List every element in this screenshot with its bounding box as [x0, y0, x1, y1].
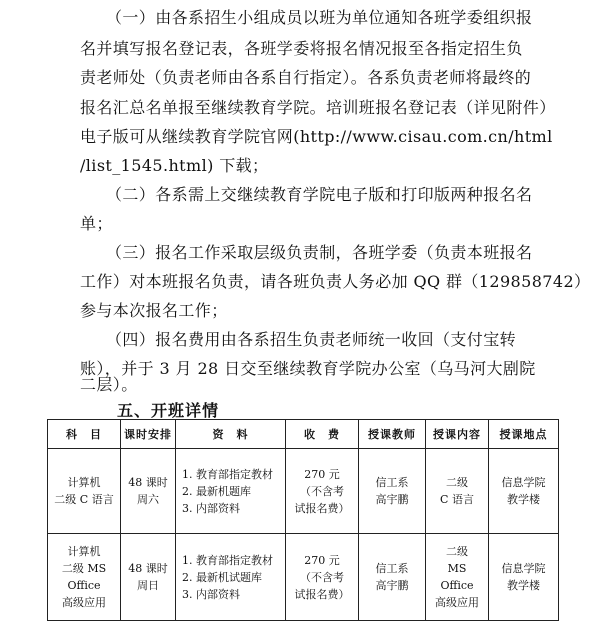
cell-text: 高级应用 [62, 596, 106, 609]
paragraph-line: /list_1545.html) 下载； [80, 156, 269, 175]
paragraph-line: 电子版可从继续教育学院官网(http://www.cisau.com.cn/html [80, 127, 553, 146]
paragraph-line: 工作）对本班报名负责，请各班负责人务必加 QQ 群（129858742） [80, 272, 591, 291]
cell-text: 计算机 [67, 545, 101, 558]
cell-location [489, 449, 559, 534]
cell-teacher [359, 449, 426, 534]
cell-text: 信息学院 [501, 562, 546, 575]
cell-text: C 语言 [440, 493, 474, 506]
cell-text: 信工系 [375, 562, 409, 575]
cell-text: 270 元 [304, 467, 340, 481]
cell-text: （不含考 [300, 484, 344, 498]
cell-text: 高宇鹏 [375, 579, 409, 592]
cell-text: 二级 [446, 476, 468, 489]
paragraph-line: （三）报名工作采取层级负责制，各班学委（负责本班报名 [106, 243, 533, 262]
cell-teacher [359, 534, 426, 621]
header-hours: 课时安排 [121, 420, 176, 449]
cell-text: MS [447, 562, 467, 575]
cell-text: 二级 [446, 545, 468, 558]
cell-text: 1. 教育部指定教材 [182, 467, 273, 481]
header-fee: 收 费 [286, 420, 359, 449]
cell-text: 1. 教育部指定教材 [182, 553, 273, 567]
cell-text: （不含考 [300, 570, 344, 584]
cell-text: 2. 最新机试题库 [182, 570, 262, 584]
cell-text: 2. 最新机题库 [182, 484, 251, 498]
header-materials: 资 料 [176, 420, 286, 449]
header-teacher: 授课教师 [359, 420, 426, 449]
cell-content [426, 534, 489, 621]
cell-text: 高级应用 [435, 596, 479, 609]
cell-text: 周六 [137, 493, 159, 506]
cell-text: 270 元 [304, 553, 340, 567]
cell-text: 二级 MS [61, 562, 107, 575]
table-row [48, 534, 559, 621]
cell-hours [121, 534, 176, 621]
paragraph-line: 报名汇总名单报至继续教育学院。培训班报名登记表（详见附件） [80, 98, 556, 117]
paragraph-line: 账），并于 3 月 28 日交至继续教育学院办公室（乌马河大剧院 [80, 359, 536, 378]
cell-text: 高宇鹏 [375, 493, 409, 506]
cell-text: 信工系 [375, 476, 409, 489]
paragraph-line: 责老师处（负责老师由各系自行指定）。各系负责老师将最终的 [80, 68, 532, 87]
paragraph-line: 参与本次报名工作； [80, 301, 228, 320]
cell-subject [48, 534, 121, 621]
header-content: 授课内容 [426, 420, 489, 449]
cell-text: 48 课时 [128, 562, 168, 575]
cell-text: 教学楼 [507, 493, 540, 506]
paragraph-line: （一）由各系招生小组成员以班为单位通知各班学委组织报 [106, 8, 533, 27]
section-title: 五、开班详情 [117, 401, 220, 420]
header-subject: 科 目 [48, 420, 121, 449]
cell-hours [121, 449, 176, 534]
cell-fee [286, 534, 359, 621]
cell-text: 试报名费） [294, 587, 350, 601]
paragraph-line: 名并填写报名登记表，各班学委将报名情况报至各指定招生负 [80, 39, 523, 58]
cell-text: 3. 内部资料 [182, 501, 240, 515]
cell-materials [176, 534, 286, 621]
cell-text: 试报名费） [294, 501, 350, 515]
cell-text: Office [440, 579, 474, 592]
table-row [48, 449, 559, 534]
table-header-row [48, 420, 559, 449]
cell-text: 教学楼 [507, 579, 540, 592]
paragraph-line: 二层）。 [80, 375, 138, 394]
cell-text: Office [67, 579, 101, 592]
cell-text: 计算机 [67, 476, 101, 489]
cell-subject [48, 449, 121, 534]
cell-fee [286, 449, 359, 534]
cell-location [489, 534, 559, 621]
class-schedule-table [47, 419, 559, 621]
cell-text: 周日 [137, 579, 159, 592]
cell-text: 48 课时 [128, 476, 168, 489]
header-location: 授课地点 [489, 420, 559, 449]
cell-text: 3. 内部资料 [182, 587, 240, 601]
paragraph-line: 单； [80, 214, 113, 233]
cell-text: 信息学院 [501, 476, 546, 489]
cell-content [426, 449, 489, 534]
cell-text: 二级 C 语言 [54, 493, 114, 506]
paragraph-line: （二）各系需上交继续教育学院电子版和打印版两种报名名 [106, 185, 533, 204]
paragraph-line: （四）报名费用由各系招生负责老师统一收回（支付宝转 [106, 330, 517, 349]
cell-materials [176, 449, 286, 534]
